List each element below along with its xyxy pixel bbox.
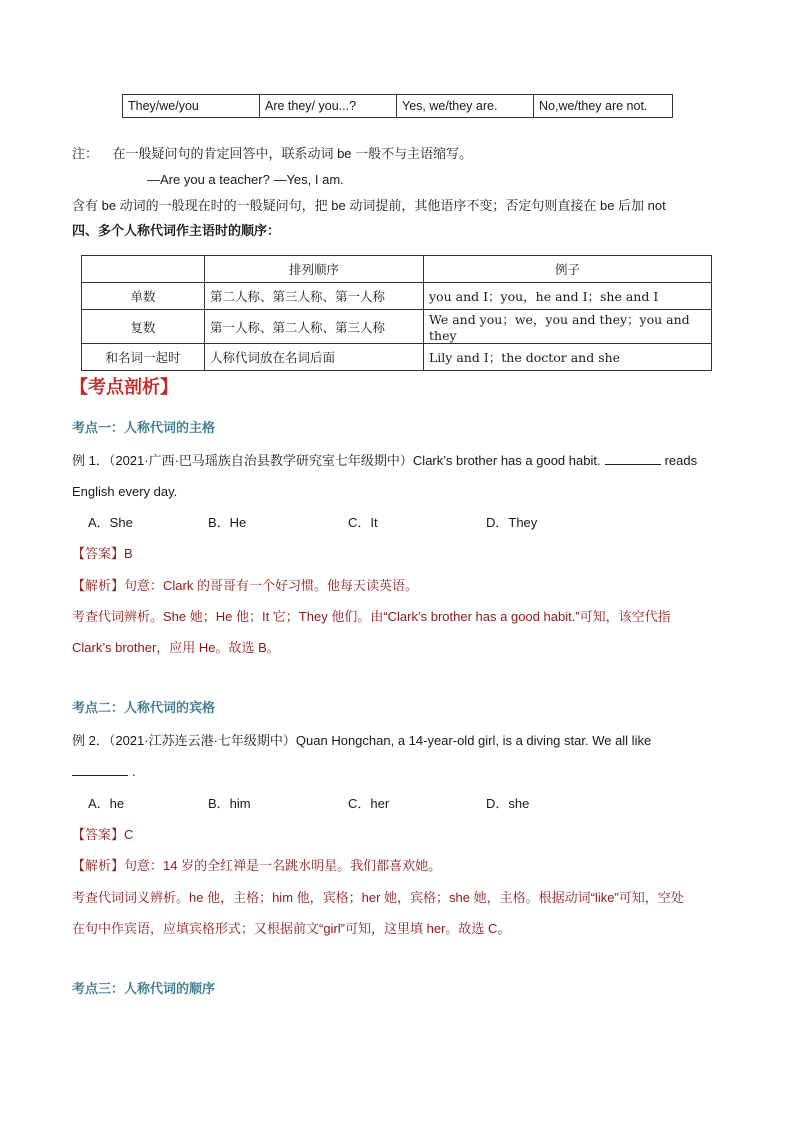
table-cell: Lily and I；the doctor and she	[424, 344, 712, 371]
kp2-option-d: D．she	[486, 796, 530, 811]
table-header	[82, 256, 205, 283]
kp1-option-c: C．It	[348, 515, 378, 530]
kp1-option-d: D．They	[486, 515, 538, 530]
kp1-answer	[72, 545, 133, 563]
kp1-title: 考点一：人称代词的主格	[72, 421, 216, 436]
answer-label: 【答案】	[72, 546, 125, 561]
kp1-question-text: 例 1．（2021·广西·巴马瑶族自治县教学研究室七年级期中）Clark’s brother has a good habit.	[72, 453, 601, 468]
kp1-explain	[72, 577, 418, 595]
table-header-row	[82, 256, 712, 283]
be-question-table	[122, 94, 673, 118]
kp2-option-a: A．he	[88, 796, 125, 811]
kp1-question-suffix: reads	[664, 453, 698, 468]
table-cell: you and I；you，he and I；she and I	[424, 283, 712, 310]
kp2-question-end: .	[132, 764, 136, 779]
note-rule: 含有 be 动词的一般现在时的一般疑问句，把 be 动词提前，其他语序不变；否定句则直接在 be 后加 not	[72, 198, 666, 213]
answer-value: B	[124, 546, 133, 561]
kp2-option-b: B．him	[208, 796, 251, 811]
kp2-explain-line3: 在句中作宾语，应填宾格形式；又根据前文“girl”可知，这里填 her。故选 C。	[72, 921, 511, 936]
note-label: 注：	[72, 146, 99, 161]
kp1-explain-line2: 考查代词辨析。She 她；He 他；It 它；They 他们。由“Clark’s brother has a good habit.”可知，该空代指	[72, 609, 671, 624]
table-cell: Yes, we/they are.	[397, 95, 534, 118]
table-cell: Are they/ you...?	[260, 95, 397, 118]
table-row	[82, 310, 712, 344]
note-line	[72, 145, 472, 163]
explain-text: 句意：Clark 的哥哥有一个好习惯。他每天读英语。	[124, 578, 418, 593]
explain-text: 句意：14 岁的全红禅是一名跳水明星。我们都喜欢她。	[124, 858, 442, 873]
table-cell: We and you；we，you and they；you and they	[424, 310, 712, 344]
explain-label: 【解析】	[72, 858, 125, 873]
table-header: 排列顺序	[205, 256, 424, 283]
table-cell: 第二人称、第三人称、第一人称	[205, 283, 424, 310]
table-cell: 复数	[82, 310, 205, 344]
table-cell: 第一人称、第二人称、第三人称	[205, 310, 424, 344]
kp1-option-a: A．She	[88, 515, 133, 530]
answer-blank	[605, 452, 661, 465]
table-row	[82, 283, 712, 310]
kp1-question	[72, 452, 697, 470]
note-text: 在一般疑问句的肯定回答中，联系动词 be 一般不与主语缩写。	[112, 146, 473, 161]
answer-value: C	[124, 827, 134, 842]
table-cell: 和名词一起时	[82, 344, 205, 371]
kp2-answer	[72, 826, 133, 844]
table-cell: No,we/they are not.	[534, 95, 673, 118]
kp2-question: 例 2．（2021·江苏连云港·七年级期中）Quan Hongchan, a 14-year-old girl, is a diving star. We all like	[72, 733, 652, 748]
analysis-header: 【考点剖析】	[70, 377, 178, 398]
table-row	[123, 95, 673, 118]
table-row	[82, 344, 712, 371]
kp1-option-b: B．He	[208, 515, 247, 530]
kp2-explain-line2: 考查代词词义辨析。he 他，主格；him 他，宾格；her 她，宾格；she 她，主格。根据动词“like”可知，空处	[72, 890, 684, 905]
kp2-question-line2	[72, 763, 136, 781]
section4-title: 四、多个人称代词作主语时的顺序：	[72, 224, 281, 239]
table-cell: 人称代词放在名词后面	[205, 344, 424, 371]
table-cell: They/we/you	[123, 95, 260, 118]
kp2-option-c: C．her	[348, 796, 390, 811]
table-cell: 单数	[82, 283, 205, 310]
kp2-explain	[72, 857, 441, 875]
kp2-title: 考点二：人称代词的宾格	[72, 701, 216, 716]
answer-label: 【答案】	[72, 827, 125, 842]
pronoun-order-table	[81, 255, 712, 371]
explain-label: 【解析】	[72, 578, 125, 593]
answer-blank	[72, 763, 128, 776]
kp3-title: 考点三：人称代词的顺序	[72, 982, 216, 997]
table-header: 例子	[424, 256, 712, 283]
kp1-question-line2: English every day.	[72, 484, 178, 499]
note-example: —Are you a teacher? —Yes, I am.	[147, 172, 344, 187]
kp1-explain-line3: Clark’s brother，应用 He。故选 B。	[72, 640, 280, 655]
